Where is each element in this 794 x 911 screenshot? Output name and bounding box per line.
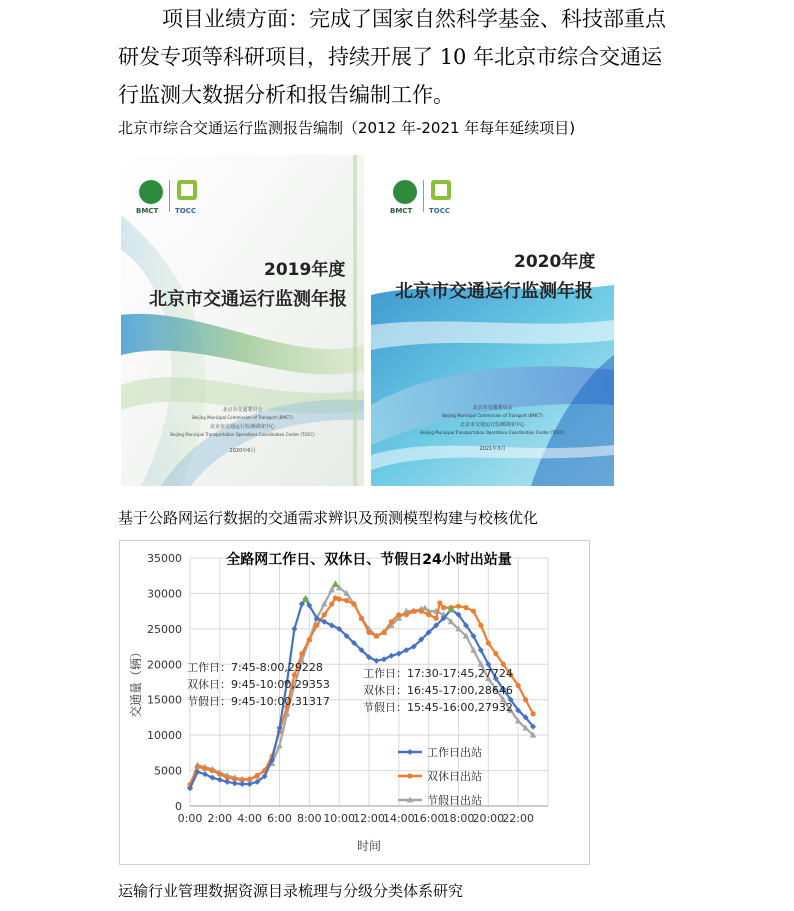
para-line-1: 项目业绩方面：完成了国家自然科学基金、科技部重点 (162, 7, 666, 31)
chart-svg (120, 541, 589, 864)
report-cover-2020 (371, 155, 614, 486)
legend-label: 双休日出站 (427, 770, 482, 783)
y-tick-label: 0 (175, 800, 182, 813)
x-tick-label: 8:00 (296, 812, 322, 825)
para-line-3: 行监测大数据分析和报告编制工作。 (118, 83, 454, 107)
data-point (411, 609, 416, 614)
bmct-logo-text: BMCT (136, 207, 159, 215)
logo-divider (169, 180, 170, 212)
intro-paragraph (118, 0, 698, 114)
annotation-text: 双休日：9:45-10:00,29353 (187, 678, 330, 691)
data-point (381, 630, 386, 635)
para-line-2 (118, 38, 698, 76)
data-point (434, 616, 439, 621)
data-point (366, 630, 371, 635)
data-point (239, 781, 245, 787)
data-point (247, 776, 252, 781)
x-tick-label: 10:00 (323, 812, 356, 825)
tocc-logo-text: TOCC (429, 207, 450, 215)
y-tick-label: 35000 (147, 552, 182, 565)
data-point (307, 637, 312, 642)
peak-marker (332, 580, 339, 587)
logo-divider (423, 180, 424, 212)
x-axis-label: 时间 (356, 839, 382, 853)
x-tick-label: 22:00 (502, 812, 535, 825)
bmct-logo-icon (393, 180, 417, 204)
x-tick-label: 12:00 (353, 812, 385, 825)
annotation-text: 节假日：15:45-16:00,27932 (363, 701, 513, 714)
data-point (337, 596, 342, 601)
y-tick-label: 25000 (147, 622, 182, 636)
x-tick-label: 20:00 (472, 812, 505, 825)
data-point (437, 600, 442, 605)
data-point (195, 764, 200, 769)
para-line-2a: 研发专项等科研项目，持续开展了 (118, 45, 440, 69)
tocc-logo-text: TOCC (175, 207, 196, 215)
cover-org-block (371, 405, 614, 453)
data-point (217, 772, 222, 777)
data-point (426, 612, 431, 617)
y-tick-label: 10000 (147, 729, 182, 743)
peak-marker (302, 595, 309, 602)
annotation-text: 节假日：9:45-10:00,31317 (187, 695, 330, 708)
data-point (456, 604, 461, 609)
data-point (523, 697, 528, 702)
cover-org2-cn: 北京市交通运行监测调度中心 (459, 422, 525, 428)
caption-reports: 北京市综合交通运行监测报告编制（2012 年-2021 年每年延续项目) (118, 119, 576, 137)
cover-main-title: 北京市交通运行监测年报 (395, 281, 593, 302)
data-point (247, 781, 253, 787)
data-point (232, 780, 238, 786)
traffic-chart (119, 540, 590, 865)
data-point (404, 612, 409, 617)
bmct-logo-icon (139, 180, 163, 204)
caption-data-catalog: 运输行业管理数据资源目录梳理与分级分类体系研究 (118, 882, 464, 900)
data-point (516, 683, 521, 688)
cover-org-block (121, 407, 364, 455)
data-point (419, 609, 424, 614)
data-point (210, 768, 215, 773)
data-point (441, 605, 446, 610)
data-point (344, 598, 349, 603)
x-tick-label: 2:00 (207, 812, 233, 825)
data-point (255, 773, 260, 778)
data-point (407, 773, 412, 778)
cover-org1-en: Beijing Municipal Commission of Transport (BMCT) (442, 413, 543, 418)
cover-date: 2020年6月 (229, 448, 256, 454)
cover-org2-en: Beijing Municipal Transportation Operations Coordination Center (TOCC) (420, 430, 565, 435)
cover-year-title: 2019年度 (264, 260, 346, 280)
data-point (396, 612, 401, 617)
cover-org2-en: Beijing Municipal Transportation Operations Coordination Center (TOCC) (170, 432, 315, 437)
data-point (374, 633, 379, 638)
data-point (299, 651, 304, 656)
caption-demand-model: 基于公路网运行数据的交通需求辨识及预测模型构建与校核优化 (118, 509, 539, 527)
data-point (276, 742, 282, 748)
cover-main-title: 北京市交通运行监测年报 (149, 289, 347, 310)
report-cover-2019 (121, 155, 364, 486)
cover-org1-en: Beijing Municipal Commission of Transport (BMCT) (192, 415, 293, 420)
x-tick-label: 14:00 (382, 812, 415, 825)
cover-org1-cn: 北京市交通委员会 (222, 407, 263, 413)
x-tick-label: 4:00 (237, 812, 263, 825)
annotation-text: 双休日：16:45-17:00,28646 (363, 684, 513, 697)
data-point (407, 749, 413, 755)
data-point (486, 640, 491, 645)
cover-org2-cn: 北京市交通运行监测调度中心 (209, 424, 275, 430)
data-point (291, 626, 297, 632)
y-tick-label: 15000 (147, 693, 182, 707)
data-point (217, 777, 223, 783)
y-axis-label: 交通量（辆） (129, 645, 143, 719)
y-tick-label: 5000 (154, 764, 182, 778)
data-point (329, 601, 334, 606)
data-point (314, 623, 319, 628)
annotation-text: 工作日：7:45-8:00,29228 (187, 661, 323, 674)
data-point (359, 616, 364, 621)
cover-year-title: 2020年度 (514, 252, 596, 272)
tocc-logo-icon (177, 180, 197, 200)
data-point (530, 711, 535, 716)
data-point (351, 601, 356, 606)
annotation-text: 工作日：17:30-17:45,27724 (363, 667, 513, 680)
tocc-logo-icon (431, 180, 451, 200)
data-point (224, 779, 230, 785)
data-point (478, 623, 483, 628)
x-tick-label: 18:00 (442, 812, 475, 825)
x-tick-label: 16:00 (412, 812, 445, 825)
cover-date: 2021年3月 (479, 446, 506, 452)
y-tick-label: 30000 (147, 587, 182, 601)
data-point (471, 609, 476, 614)
data-point (389, 619, 394, 624)
chart-title: 全路网工作日、双休日、节假日24小时出站量 (226, 552, 512, 568)
x-tick-label: 6:00 (267, 812, 292, 825)
data-point (493, 651, 498, 656)
para-line-2b: 年北京市综合交通运 (466, 45, 663, 69)
legend-label: 工作日出站 (427, 746, 482, 759)
para-line-2-number: 10 (439, 45, 467, 69)
cover-org1-cn: 北京市交通委员会 (472, 405, 513, 411)
legend-label: 节假日出站 (427, 794, 482, 807)
data-point (202, 766, 207, 771)
x-tick-label: 0:00 (177, 812, 203, 825)
bmct-logo-text: BMCT (390, 207, 413, 215)
data-point (463, 605, 468, 610)
data-point (322, 612, 327, 617)
y-tick-label: 20000 (147, 658, 182, 672)
